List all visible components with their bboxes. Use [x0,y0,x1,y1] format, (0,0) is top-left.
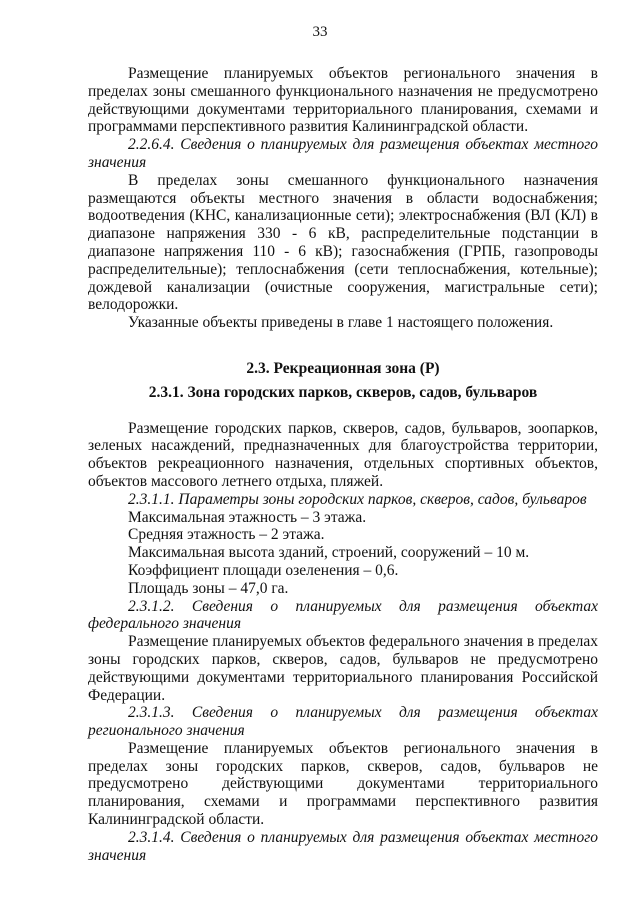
subsection-2-3-1-1-title: 2.3.1.1. Параметры зоны городских парков, скверов, садов, бульваров [128,490,587,508]
paragraph-federal-objects: Размещение планируемых объектов федерального значения в пределах зоны городских парков, скверов, садов, бульваров не предусмотрено действующими документами территориального планирования Российской Федерации. [88,633,598,704]
paragraph-chapter-reference: Указанные объекты приведены в главе 1 настоящего положения. [128,314,554,332]
paragraph-regional-mixed-zone: Размещение планируемых объектов регионального значения в пределах зоны смешанного функционального назначения не предусмотрено действующими документами территориального планирования, схемами и программами перспективного развития Калининградской области. [88,65,598,136]
section-2-3-heading: 2.3. Рекреационная зона (Р) [246,359,440,377]
section-2-3-1-heading: 2.3.1. Зона городских парков, скверов, садов, бульваров [148,383,538,401]
subsection-2-3-1-2-title: 2.3.1.2. Сведения о планируемых для размещения объектах федерального значения [88,597,598,633]
paragraph-local-objects-mixed-zone: В пределах зоны смешанного функционального назначения размещаются объекты местного значения в области водоснабжения; водоотведения (КНС, канализационные сети); электроснабжения (ВЛ (КЛ) в диапазоне напряжения 330 - 6 кВ, распределительные подстанции в диапазоне напряжения 110 - 6 кВ); газоснабжения (ГРПБ, газопроводы распределительные); теплоснабжения (сети теплоснабжения, котельные); дождевой канализации (очистные сооружения, магистральные сети); велодорожки. [88,171,598,314]
paragraph-parks-placement: Размещение городских парков, скверов, садов, бульваров, зоопарков, зеленых насаждений, предназначенных для благоустройства территории, объектов рекреационного назначения, отдельных спортивных объектов, объектов массового летнего отдыха, пляжей. [88,419,598,490]
document-body [88,65,598,864]
param-greening-coefficient: Коэффициент площади озеленения – 0,6. [128,561,399,579]
param-max-floors: Максимальная этажность – 3 этажа. [128,508,367,526]
param-zone-area: Площадь зоны – 47,0 га. [128,579,289,597]
paragraph-regional-objects-parks: Размещение планируемых объектов регионального значения в пределах зоны городских парков, скверов, садов, бульваров не предусмотрено действующими документами территориального планирования, схемами и программами перспективного развития Калининградской области. [88,739,598,829]
spacer [88,332,598,350]
param-avg-floors: Средняя этажность – 2 этажа. [128,526,325,544]
subsection-2-3-1-4-title: 2.3.1.4. Сведения о планируемых для размещения объектах местного значения [88,828,598,864]
subsection-2-3-1-3-title: 2.3.1.3. Сведения о планируемых для размещения объектах регионального значения [88,704,598,740]
spacer [88,402,598,420]
param-max-height: Максимальная высота зданий, строений, сооружений – 10 м. [128,544,530,562]
page-number: 33 [312,24,328,40]
subsection-2-2-6-4-title: 2.2.6.4. Сведения о планируемых для размещения объектах местного значения [88,136,598,171]
